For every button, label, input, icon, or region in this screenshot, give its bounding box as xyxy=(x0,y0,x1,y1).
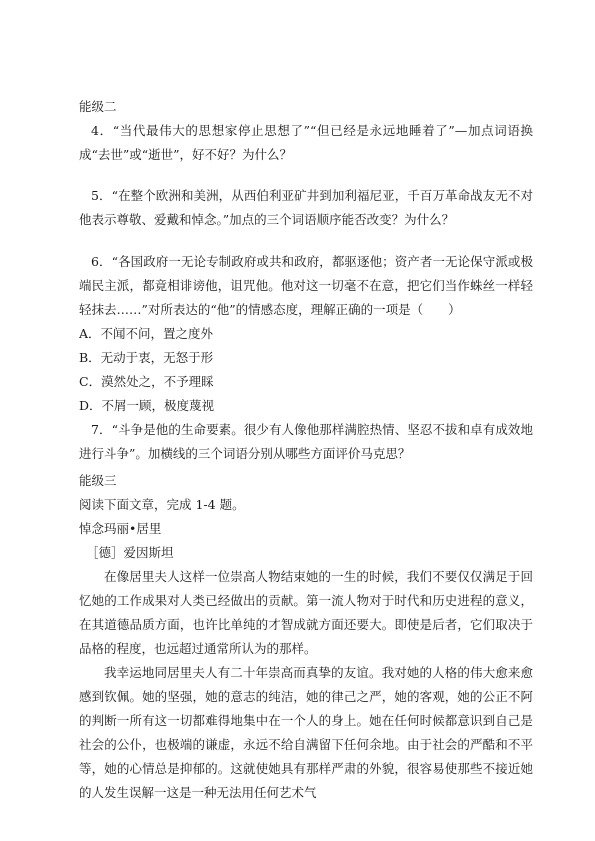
reading-instruction: 阅读下面文章，完成 1-4 题。 xyxy=(79,497,245,512)
question-5: 5．“在整个欧洲和美洲，从西伯利亚矿井到加利福尼亚，千百万革命战友无不对他表示尊敬、爱戴和悼念。”加点的三个词语顺序能否改变？为什么？ xyxy=(79,188,533,227)
question-6-option-d: D．不屑一顾，极度蔑视 xyxy=(79,398,215,413)
article-author: ［德］爱因斯坦 xyxy=(86,545,174,560)
article-paragraph-1: 在像居里夫人这样一位崇高人物结束她的一生的时候，我们不要仅仅满足于回忆她的工作成果对人类已经做出的贡献。第一流人物对于时代和历史进程的意义，在其道德品质方面，也许比单纯的才智成就方面还要大。即使是后者，它们取决于品格的程度，也远超过通常所认为的那样。 xyxy=(79,569,533,656)
section-title-level-2: 能级二 xyxy=(79,99,117,114)
section-title-level-3: 能级三 xyxy=(79,473,117,488)
question-7: 7．“斗争是他的生命要素。很少有人像他那样满腔热情、坚忍不拔和卓有成效地进行斗争”。加横线的三个词语分别从哪些方面评价马克思？ xyxy=(79,422,533,461)
question-4: 4．“当代最伟大的思想家停止思想了”“但已经是永远地睡着了”—加点词语换成“去世”或“逝世”，好不好？为什么？ xyxy=(79,123,533,162)
question-6-option-c: C．漠然处之，不予理睬 xyxy=(79,374,214,389)
question-6-option-a: A．不闻不问，置之度外 xyxy=(79,326,214,341)
question-6-option-b: B．无动于衷，无怒于形 xyxy=(79,350,214,365)
article-paragraph-2: 我幸运地同居里夫人有二十年崇高而真挚的友谊。我对她的人格的伟大愈来愈感到钦佩。她的坚强，她的意志的纯洁，她的律己之严，她的客观，她的公正不阿的判断一所有这一切都难得地集中在一个人的身上。她在任何时候都意识到自己是社会的公仆，也极端的谦虚，永远不给自满留下任何余地。由于社会的严酷和不平等，她的心情总是抑郁的。这就使她具有那样严肃的外貌，很容易使那些不接近她的人发生误解一这是一种无法用任何艺术气 xyxy=(79,665,533,800)
question-6: 6．“各国政府一无论专制政府或共和政府，都驱逐他；资产者一无论保守派或极端民主派，都竟相诽谤他，诅咒他。他对这一切毫不在意，把它们当作蛛丝一样轻轻抹去……”对所表达的“他”的情感态度，理解正确的一项是（ ） xyxy=(79,254,533,317)
article-title: 悼念玛丽•居里 xyxy=(79,521,162,536)
